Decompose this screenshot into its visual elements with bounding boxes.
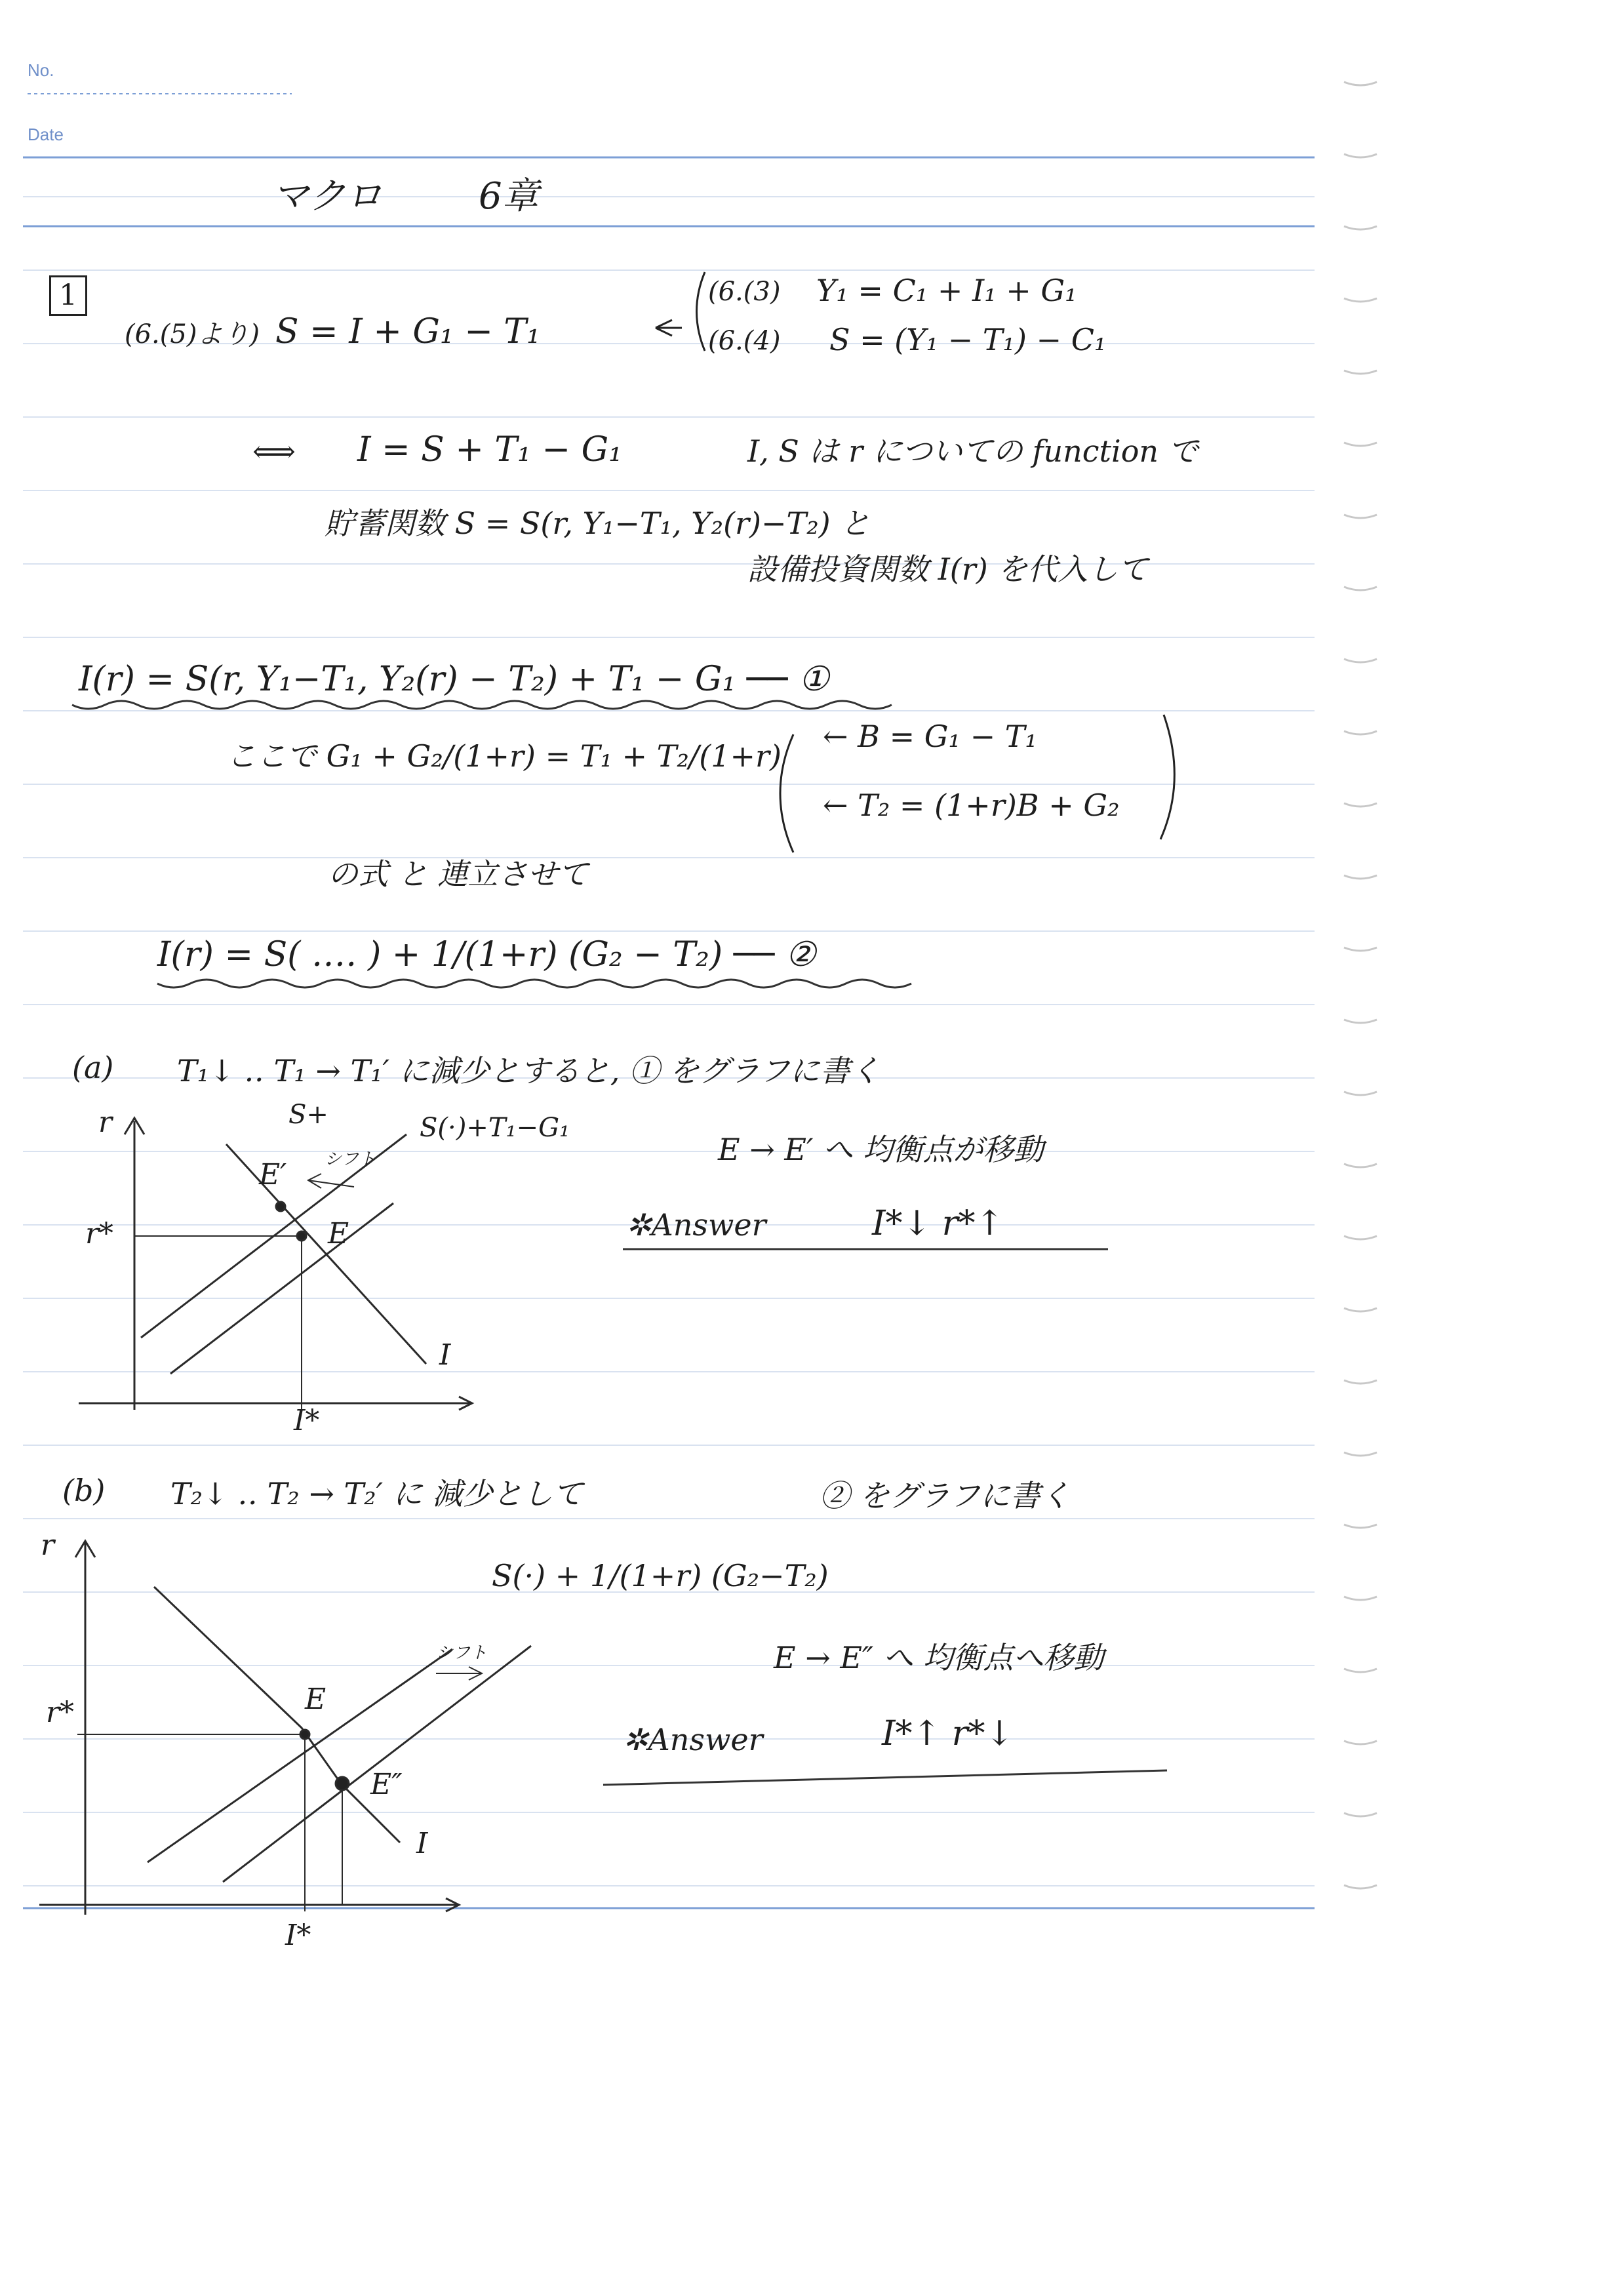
graph-b-shift-label: シフト — [436, 1643, 488, 1663]
equivalence-note: I, S は r についての function で — [747, 433, 1198, 469]
system-ref-1: (6.(3) — [708, 277, 781, 307]
substitution-1: ← B = G₁ − T₁ — [823, 719, 1037, 754]
part-b-text-2: ② をグラフに書く — [820, 1478, 1071, 1513]
graph-a-eq-label-E-prime: E′ — [259, 1158, 287, 1191]
graph-b-investment-label: I — [416, 1827, 428, 1860]
problem-ref: (6.(5)より) — [125, 319, 260, 349]
part-a-move-text: E → E′ へ 均衡点が移動 — [718, 1132, 1044, 1167]
system-equation-1: Y₁ = C₁ + I₁ + G₁ — [816, 273, 1077, 308]
part-b-label: (b) — [62, 1473, 106, 1508]
graph-a-rstar-label: r* — [85, 1217, 114, 1250]
graph-b-saving-curve-1 — [148, 1649, 452, 1862]
equivalence-symbol: ⟺ — [252, 433, 296, 469]
equation-1: I(r) = S(r, Y₁−T₁, Y₂(r) − T₂) + T₁ − G₁ ── ① — [79, 660, 829, 699]
header-date-label: Date — [28, 125, 64, 144]
problem-number-box: 1 — [49, 275, 87, 316]
graph-a-s2-label: S(·)+T₁−G₁ — [420, 1113, 570, 1143]
graph-a-istar-label: I* — [294, 1404, 320, 1437]
wavy-underline-eq2 — [157, 980, 911, 988]
system-equation-2: S = (Y₁ − T₁) − C₁ — [829, 322, 1107, 357]
part-b-text: T₂↓ ‥ T₂ → T₂′ に 減少として — [170, 1476, 584, 1511]
graph-a-eq-label-E: E — [328, 1217, 349, 1250]
investment-function-text: 設備投資関数 I(r) を代入して — [747, 551, 1149, 587]
graph-b-shift-arrow — [436, 1667, 482, 1680]
part-a-label: (a) — [72, 1050, 114, 1085]
graph-b — [39, 1541, 531, 1915]
part-b-answer-label: ✲Answer — [623, 1722, 763, 1757]
part-b-move-text: E → E″ へ 均衡点へ移動 — [774, 1640, 1104, 1675]
answer-b-underline — [603, 1770, 1167, 1785]
graph-b-eq-point-E-double-prime — [336, 1777, 349, 1790]
part-a-text: T₁↓ ‥ T₁ → T₁′ に減少とすると, ① をグラフに書く — [177, 1053, 881, 1088]
graph-a-s-label: S+ — [288, 1100, 328, 1130]
system-bracket — [697, 272, 705, 351]
budget-constraint-text: ここで G₁ + G₂/(1+r) = T₁ + T₂/(1+r) — [226, 738, 782, 774]
graph-b-istar-label: I* — [285, 1919, 311, 1952]
graph-b-eq-point-E — [300, 1730, 309, 1739]
page-title-subject: マクロ — [272, 175, 382, 218]
graph-a-r-axis-label: r — [98, 1106, 113, 1139]
sub-bracket-open — [780, 734, 793, 852]
graph-a-investment-label: I — [439, 1338, 451, 1372]
page-title-chapter: 6章 — [479, 175, 539, 218]
graph-b-eq-label-E: E — [305, 1683, 327, 1716]
substitution-2: ← T₂ = (1+r)B + G₂ — [823, 788, 1120, 823]
graph-b-rstar-label: r* — [46, 1696, 75, 1729]
system-ref-2: (6.(4) — [708, 326, 781, 356]
saving-function-text: 貯蓄関数 S = S(r, Y₁−T₁, Y₂(r)−T₂) と — [325, 506, 871, 541]
graph-a-eq-point-E — [297, 1231, 306, 1241]
part-a-answer: I*↓ r*↑ — [872, 1204, 1004, 1243]
wavy-underline-eq1 — [72, 701, 892, 709]
main-equation: S = I + G₁ − T₁ — [275, 312, 540, 351]
part-a-answer-label: ✲Answer — [626, 1207, 766, 1243]
part-b-answer: I*↑ r*↓ — [882, 1714, 1014, 1753]
arrow-left-icon — [656, 320, 682, 336]
graph-a-eq-point-E-prime — [276, 1202, 285, 1211]
graph-b-eq-label-E-double-prime: E″ — [370, 1768, 403, 1801]
graph-b-curve-label: S(·) + 1/(1+r) (G₂−T₂) — [492, 1558, 829, 1593]
header-lines — [23, 94, 1315, 1908]
combine-text: の式 と 連立させて — [328, 856, 589, 892]
binding-marks — [1344, 82, 1377, 1888]
equivalence-equation: I = S + T₁ − G₁ — [357, 430, 622, 469]
header-no-label: No. — [28, 60, 54, 80]
graph-b-saving-curve-2 — [223, 1643, 531, 1882]
graph-a-shift-label: シフト — [325, 1149, 376, 1169]
sub-bracket-close — [1160, 715, 1174, 839]
equation-2: I(r) = S( ‥‥ ) + 1/(1+r) (G₂ − T₂) ── ② — [157, 935, 816, 974]
graph-b-r-axis-label: r — [41, 1528, 55, 1562]
graph-b-investment-curve — [154, 1587, 400, 1843]
